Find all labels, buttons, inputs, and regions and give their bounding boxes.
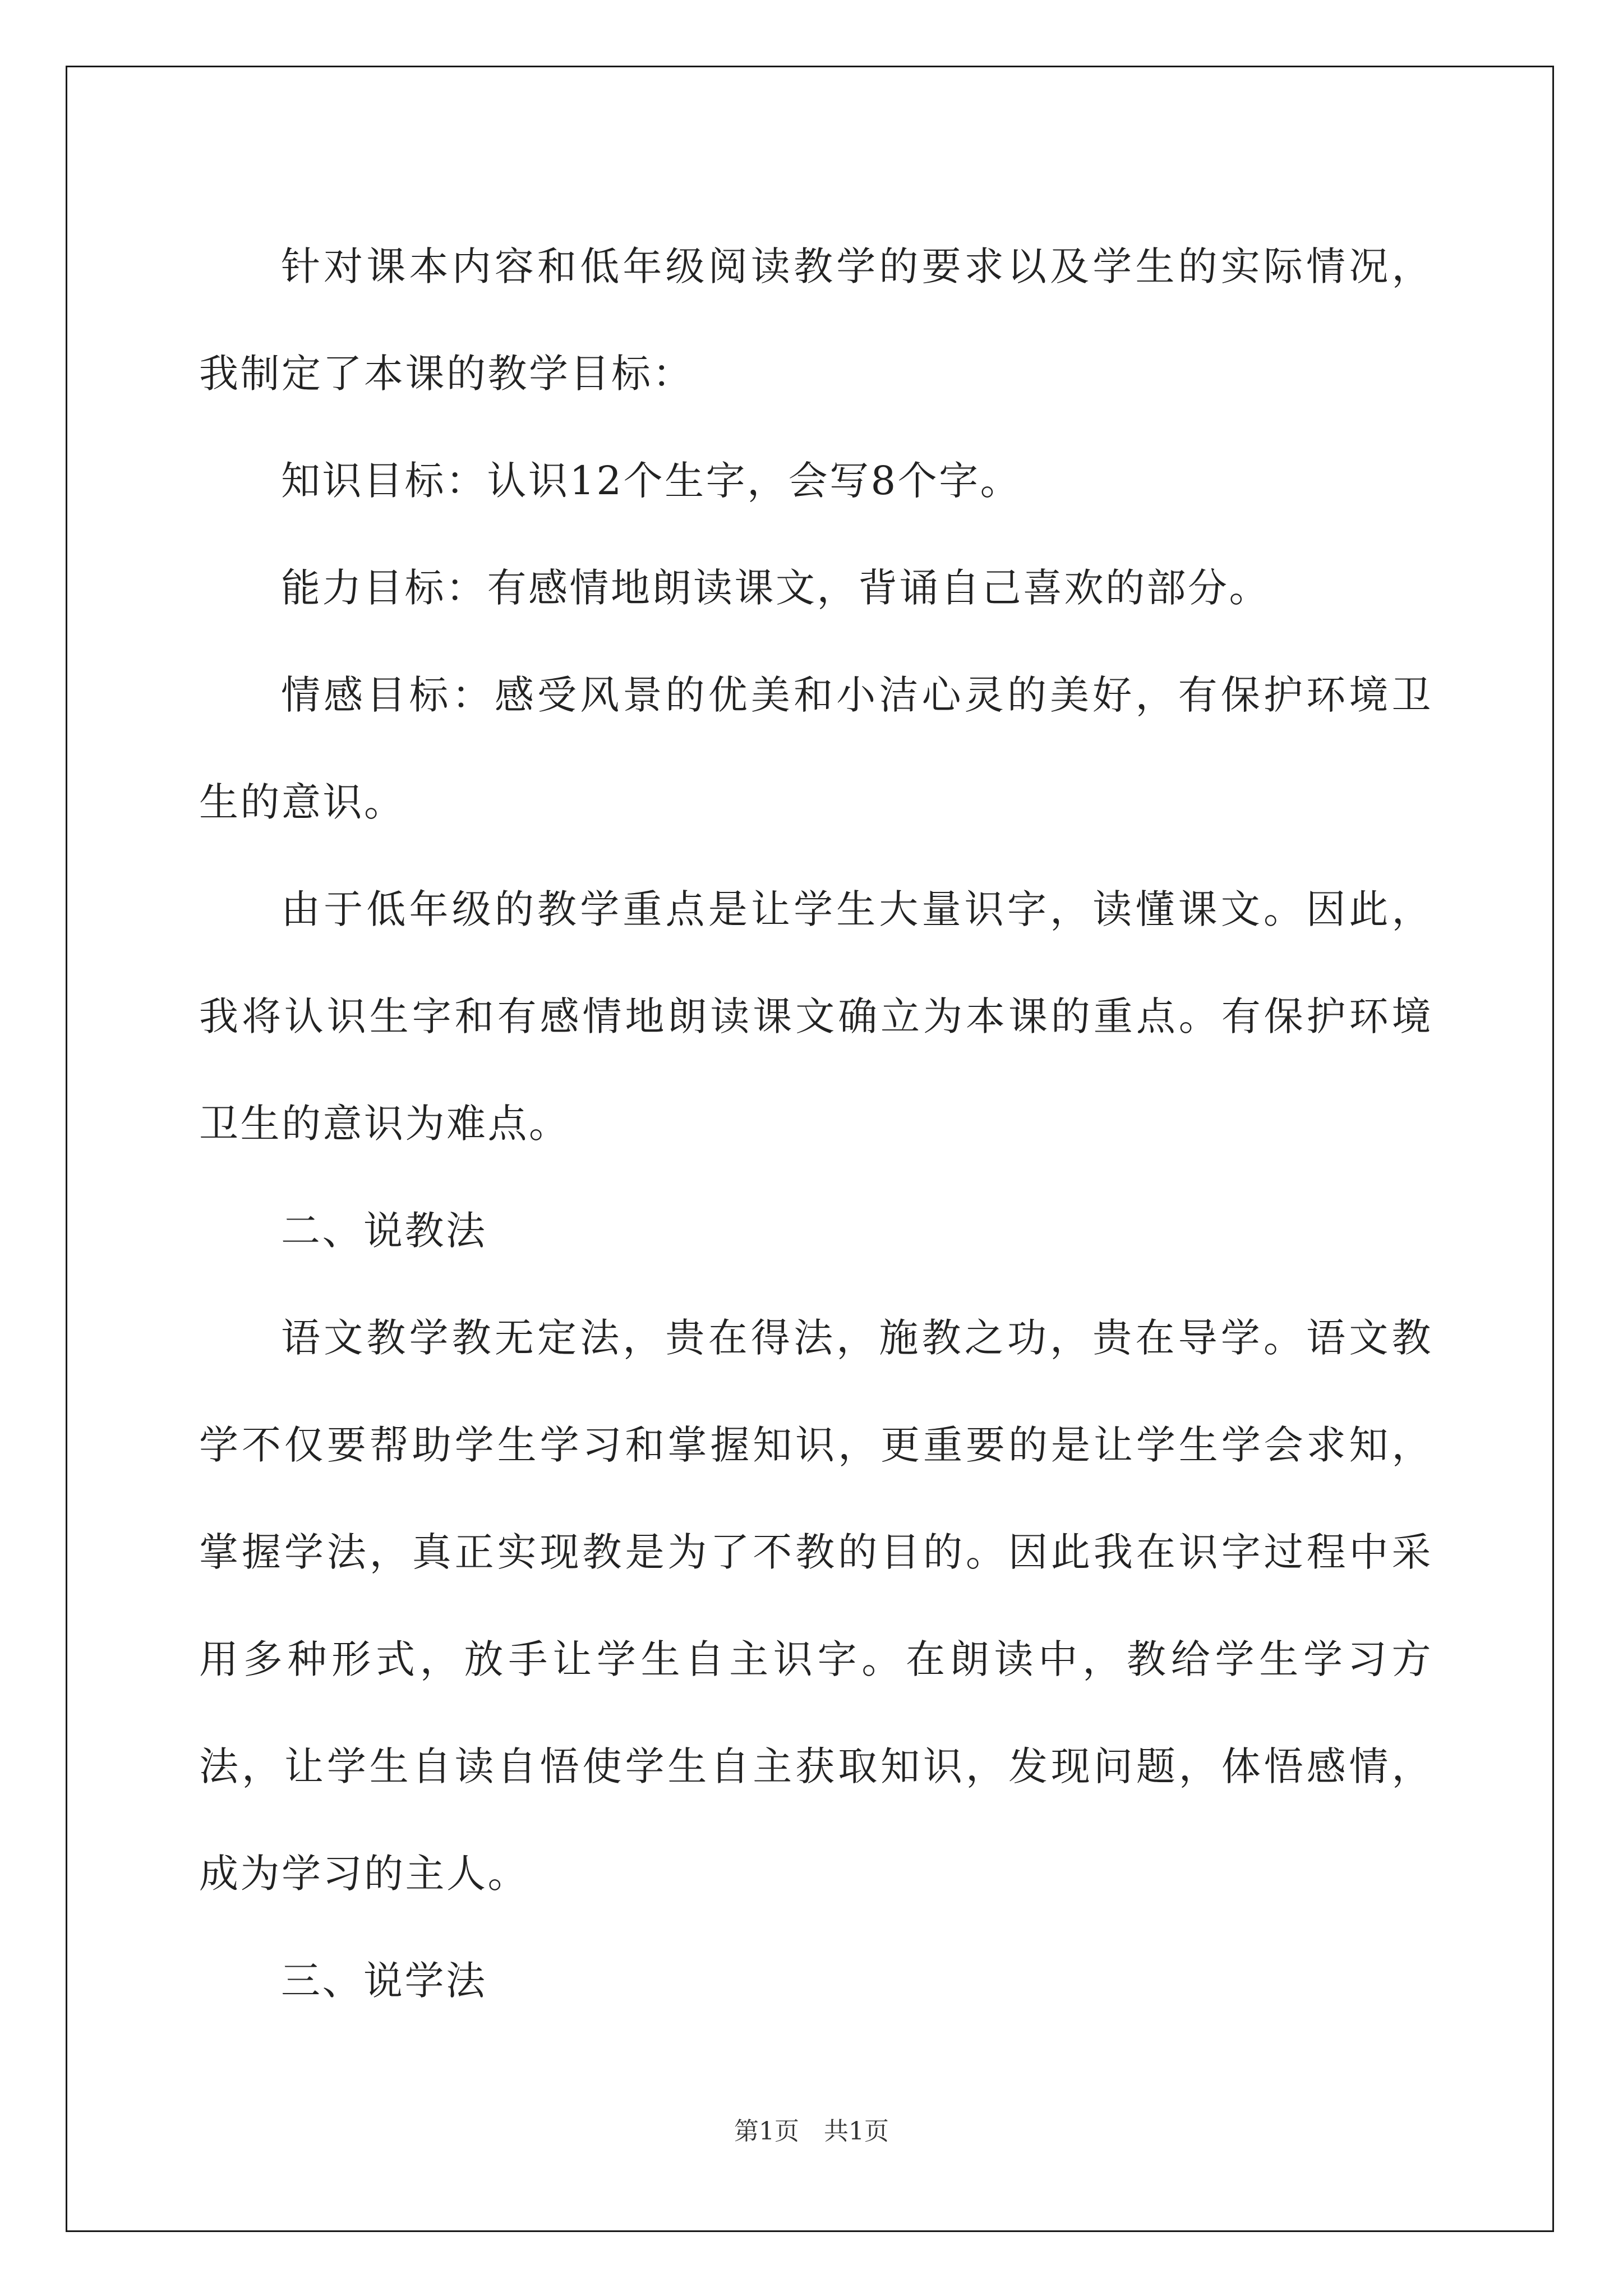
document-body xyxy=(199,213,1433,2035)
page-number-footer: 第1页 共1页 xyxy=(734,2117,889,2146)
paragraph-teaching-goals-intro: 针对课本内容和低年级阅读教学的要求以及学生的实际情况，我制定了本课的教学目标： xyxy=(199,243,1433,397)
paragraph-teaching-method: 语文教学教无定法，贵在得法，施教之功，贵在导学。语文教学不仅要帮助学生学习和掌握知识，更重要的是让学生学会求知，掌握学法，真正实现教是为了不教的目的。因此我在识字过程中采用多种形式，放手让学生自主识字。在朗读中，教给学生学习方法，让学生自读自悟使学生自主获取知识，发现问题，体悟感情，成为学习的主人。 xyxy=(199,1315,1433,1897)
paragraph-key-points: 由于低年级的教学重点是让学生大量识字，读懂课文。因此，我将认识生字和有感情地朗读课文确立为本课的重点。有保护环境卫生的意识为难点。 xyxy=(199,886,1433,1147)
paragraph-emotion-goal: 情感目标：感受风景的优美和小洁心灵的美好，有保护环境卫生的意识。 xyxy=(199,672,1433,825)
heading-learning-method: 三、说学法 xyxy=(281,1958,487,2004)
paragraph-ability-goal: 能力目标：有感情地朗读课文，背诵自己喜欢的部分。 xyxy=(281,565,1270,611)
paragraph-knowledge-goal: 知识目标：认识12个生字，会写8个字。 xyxy=(281,458,1022,504)
heading-teaching-method: 二、说教法 xyxy=(281,1208,487,1254)
